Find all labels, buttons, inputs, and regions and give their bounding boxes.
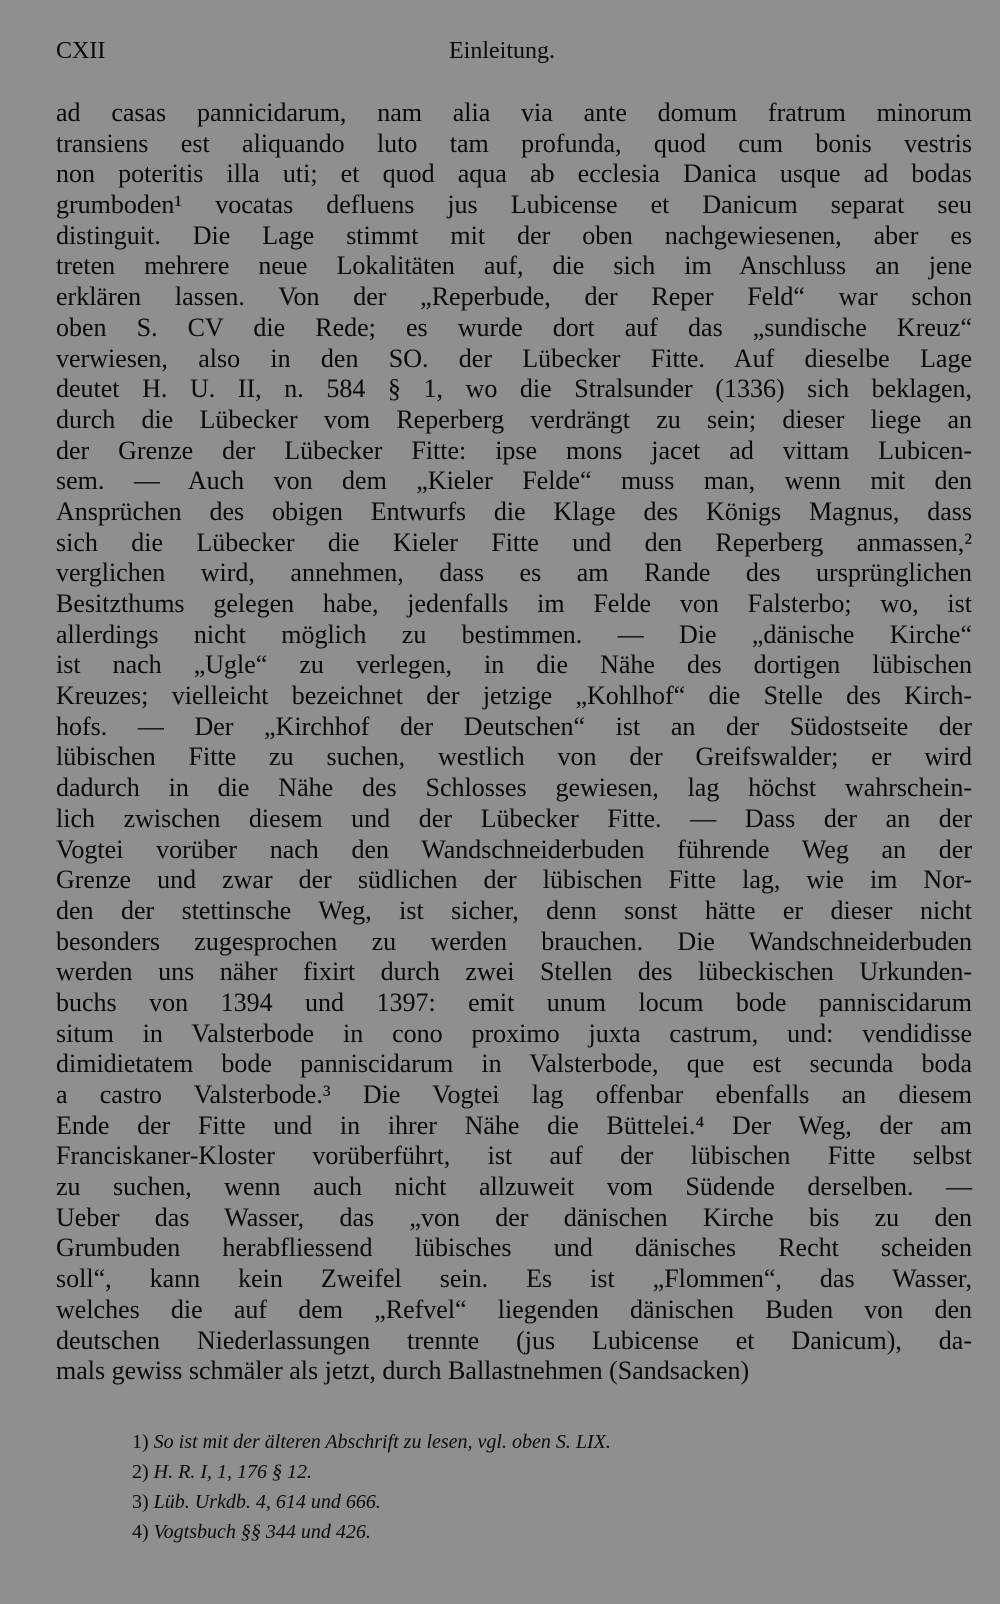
text-line: den der stettinsche Weg, ist sicher, denn sonst hätte er dieser nicht xyxy=(56,895,972,925)
text-line: werden uns näher fixirt durch zwei Stellen des lübeckischen Urkunden- xyxy=(56,957,972,987)
text-line: der Grenze der Lübecker Fitte: ipse mons jacet ad vittam Lubicen- xyxy=(56,435,972,465)
text-line: grumboden¹ vocatas defluens jus Lubicense et Danicum separat seu xyxy=(56,190,972,220)
text-line: welches die auf dem „Refvel“ liegenden dänischen Buden von den xyxy=(56,1294,972,1324)
footnote-number: 3) xyxy=(132,1491,149,1513)
footnote-text: Vogtsbuch §§ 344 und 426. xyxy=(153,1521,371,1543)
text-line: oben S. CV die Rede; es wurde dort auf das „sundische Kreuz“ xyxy=(56,312,972,342)
text-line: treten mehrere neue Lokalitäten auf, die sich im Anschluss an jene xyxy=(56,251,972,281)
text-line: transiens est aliquando luto tam profunda, quod cum bonis vestris xyxy=(56,128,972,158)
text-line: durch die Lübecker vom Reperberg verdrängt zu sein; dieser liege an xyxy=(56,404,972,434)
footnotes xyxy=(132,1427,932,1547)
text-line: deutschen Niederlassungen trennte (jus Lubicense et Danicum), da- xyxy=(56,1325,972,1355)
text-line: Ende der Fitte und in ihrer Nähe die Büttelei.⁴ Der Weg, der am xyxy=(56,1110,972,1140)
footnote xyxy=(132,1457,932,1487)
footnote-text: Lüb. Urkdb. 4, 614 und 666. xyxy=(153,1491,381,1513)
footnote-number: 4) xyxy=(132,1521,149,1543)
text-line: Ueber das Wasser, das „von der dänischen Kirche bis zu den xyxy=(56,1202,972,1232)
text-line: distinguit. Die Lage stimmt mit der oben nachgewiesenen, aber es xyxy=(56,220,972,250)
text-line: ad casas pannicidarum, nam alia via ante domum fratrum minorum xyxy=(56,98,972,127)
footnote xyxy=(132,1427,932,1457)
text-line: sich die Lübecker die Kieler Fitte und den Reperberg anmassen,² xyxy=(56,527,972,557)
text-line: soll“, kann kein Zweifel sein. Es ist „Flommen“, das Wasser, xyxy=(56,1264,972,1294)
text-line: mals gewiss schmäler als jetzt, durch Ballastnehmen (Sandsacken) xyxy=(56,1356,750,1386)
text-line: deutet H. U. II, n. 584 § 1, wo die Stralsunder (1336) sich beklagen, xyxy=(56,374,972,404)
text-line: besonders zugesprochen zu werden brauchen. Die Wandschneiderbuden xyxy=(56,926,972,956)
text-line: erklären lassen. Von der „Reperbude, der Reper Feld“ war schon xyxy=(56,282,972,312)
running-title: Einleitung. xyxy=(449,38,555,64)
text-line: dimidietatem bode panniscidarum in Valsterbode, que est secunda boda xyxy=(56,1049,972,1079)
text-line: buchs von 1394 und 1397: emit unum locum bode panniscidarum xyxy=(56,987,972,1017)
text-line: verwiesen, also in den SO. der Lübecker Fitte. Auf dieselbe Lage xyxy=(56,343,972,373)
text-line: Ansprüchen des obigen Entwurfs die Klage des Königs Magnus, dass xyxy=(56,496,972,526)
footnote-number: 1) xyxy=(132,1431,149,1453)
text-line: ist nach „Ugle“ zu verlegen, in die Nähe des dortigen lübischen xyxy=(56,650,972,680)
footnote-number: 2) xyxy=(132,1461,149,1483)
footnote-text: H. R. I, 1, 176 § 12. xyxy=(153,1461,312,1483)
main-text xyxy=(56,98,972,1387)
text-line: dadurch in die Nähe des Schlosses gewiesen, lag höchst wahrschein- xyxy=(56,773,972,803)
text-line: hofs. — Der „Kirchhof der Deutschen“ ist an der Südostseite der xyxy=(56,711,972,741)
text-line: Grenze und zwar der südlichen der lübischen Fitte lag, wie im Nor- xyxy=(56,865,972,895)
text-line: Franciskaner-Kloster vorüberführt, ist auf der lübischen Fitte selbst xyxy=(56,1141,972,1171)
text-line: Kreuzes; vielleicht bezeichnet der jetzige „Kohlhof“ die Stelle des Kirch- xyxy=(56,681,972,711)
footnote-text: So ist mit der älteren Abschrift zu lesen, vgl. oben S. LIX. xyxy=(153,1431,611,1453)
page-number: CXII xyxy=(56,38,106,64)
text-line: situm in Valsterbode in cono proximo juxta castrum, und: vendidisse xyxy=(56,1018,972,1048)
text-line: sem. — Auch von dem „Kieler Felde“ muss man, wenn mit den xyxy=(56,466,972,496)
text-line: verglichen wird, annehmen, dass es am Rande des ursprünglichen xyxy=(56,558,972,588)
text-line: non poteritis illa uti; et quod aqua ab ecclesia Danica usque ad bodas xyxy=(56,159,972,189)
text-line: Grumbuden herabfliessend lübisches und dänisches Recht scheiden xyxy=(56,1233,972,1263)
text-line: lich zwischen diesem und der Lübecker Fitte. — Dass der an der xyxy=(56,803,972,833)
text-line: Vogtei vorüber nach den Wandschneiderbuden führende Weg an der xyxy=(56,834,972,864)
text-line: lübischen Fitte zu suchen, westlich von der Greifswalder; er wird xyxy=(56,742,972,772)
text-line: zu suchen, wenn auch nicht allzuweit vom Südende derselben. — xyxy=(56,1172,972,1202)
footnote xyxy=(132,1487,932,1517)
text-line: a castro Valsterbode.³ Die Vogtei lag offenbar ebenfalls an diesem xyxy=(56,1080,972,1109)
footnote xyxy=(132,1517,932,1547)
text-line: allerdings nicht möglich zu bestimmen. — Die „dänische Kirche“ xyxy=(56,619,972,649)
text-line: Besitzthums gelegen habe, jedenfalls im Felde von Falsterbo; wo, ist xyxy=(56,589,972,618)
